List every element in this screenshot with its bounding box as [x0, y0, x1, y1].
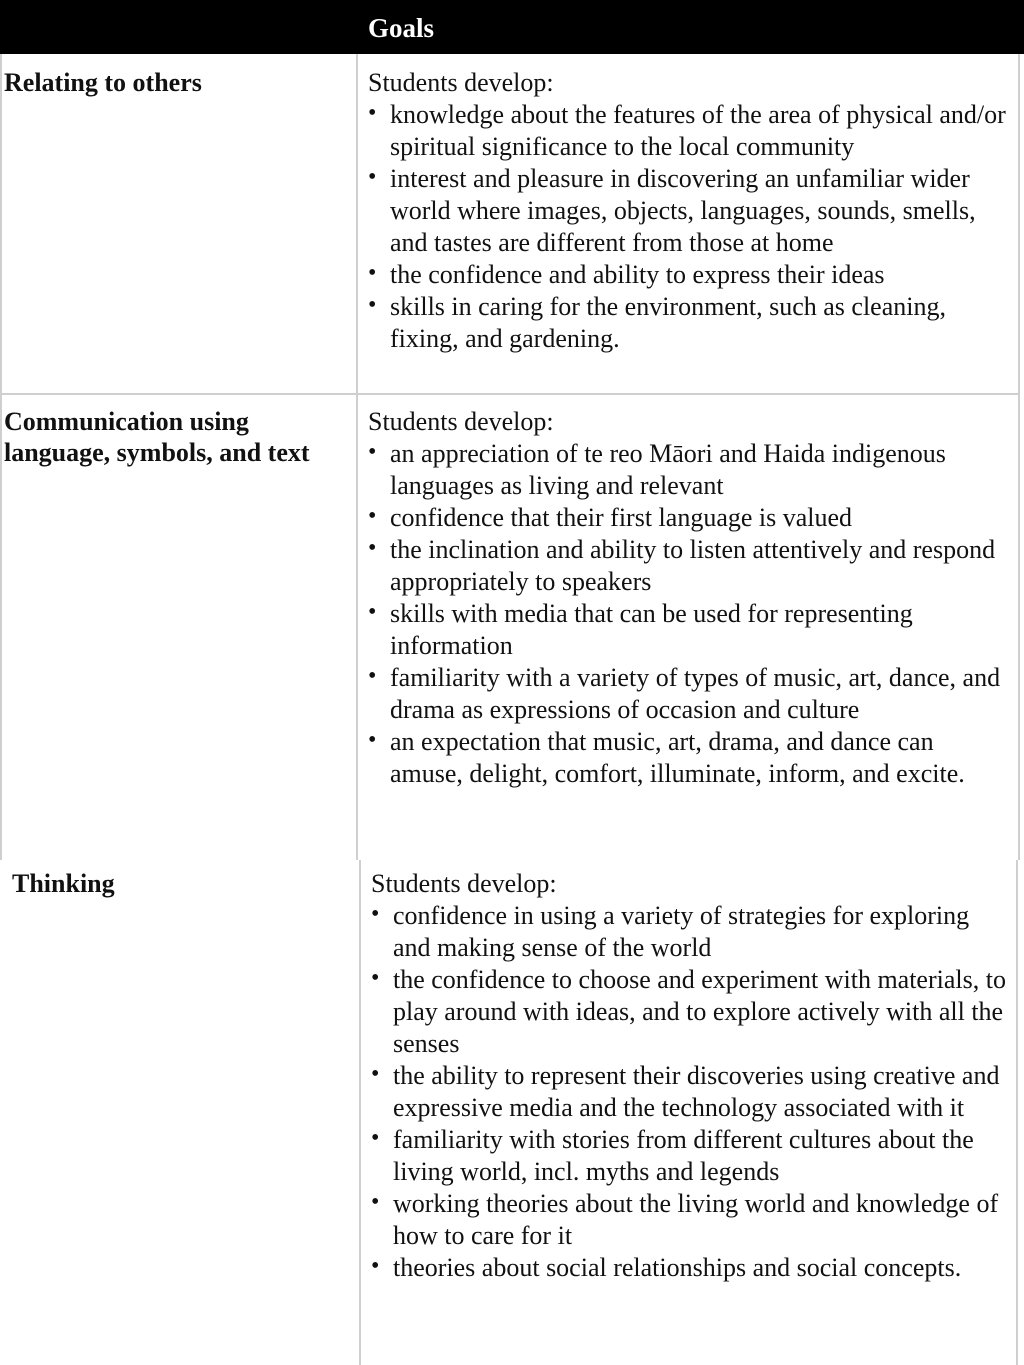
goals-list	[368, 99, 1008, 355]
column-divider	[359, 860, 361, 1365]
left-border	[0, 54, 2, 860]
list-item: • confidence in using a variety of strategies for exploring and making sense of the world	[371, 900, 1006, 964]
cell-intro: Students develop:	[368, 68, 554, 97]
list-item: • the ability to represent their discoveries using creative and expressive media and the technology associated with it	[371, 1060, 1006, 1124]
list-item: • the inclination and ability to listen attentively and respond appropriately to speakers	[368, 534, 1008, 598]
list-item: • familiarity with a variety of types of music, art, dance, and drama as expressions of occasion and culture	[368, 662, 1008, 726]
list-item: • working theories about the living world and knowledge of how to care for it	[371, 1188, 1006, 1252]
right-border	[1018, 54, 1020, 860]
list-item: • knowledge about the features of the area of physical and/or spiritual significance to the local community	[368, 99, 1008, 163]
right-border	[1016, 860, 1018, 1365]
goals-cell-communication	[368, 406, 1008, 790]
list-item: • the confidence to choose and experiment with materials, to play around with ideas, and to explore actively with all the senses	[371, 964, 1006, 1060]
column-divider	[356, 54, 358, 860]
row-label-relating-to-others: Relating to others	[4, 68, 202, 97]
goals-list	[371, 900, 1006, 1284]
list-item: • interest and pleasure in discovering an unfamiliar wider world where images, objects, languages, sounds, smells, and tastes are different from those at home	[368, 163, 1008, 259]
list-item: • skills in caring for the environment, such as cleaning, fixing, and gardening.	[368, 291, 1008, 355]
list-item: • theories about social relationships and social concepts.	[371, 1252, 1006, 1284]
list-item: • skills with media that can be used for representing information	[368, 598, 1008, 662]
row-divider	[0, 393, 1020, 395]
goals-cell-thinking	[371, 868, 1006, 1284]
list-item: • familiarity with stories from different cultures about the living world, incl. myths and legends	[371, 1124, 1006, 1188]
cell-intro: Students develop:	[371, 869, 557, 898]
goals-column-heading: Goals	[368, 13, 435, 43]
list-item: • confidence that their first language is valued	[368, 502, 1008, 534]
row-label-communication: Communication using language, symbols, and text	[4, 407, 310, 467]
goals-list	[368, 438, 1008, 790]
row-label-thinking: Thinking	[12, 869, 115, 898]
cell-intro: Students develop:	[368, 407, 554, 436]
goals-cell-relating-to-others	[368, 67, 1008, 355]
list-item: • an expectation that music, art, drama, and dance can amuse, delight, comfort, illuminate, inform, and excite.	[368, 726, 1008, 790]
list-item: • an appreciation of te reo Māori and Haida indigenous languages as living and relevant	[368, 438, 1008, 502]
table-header	[0, 0, 1024, 54]
list-item: • the confidence and ability to express their ideas	[368, 259, 1008, 291]
